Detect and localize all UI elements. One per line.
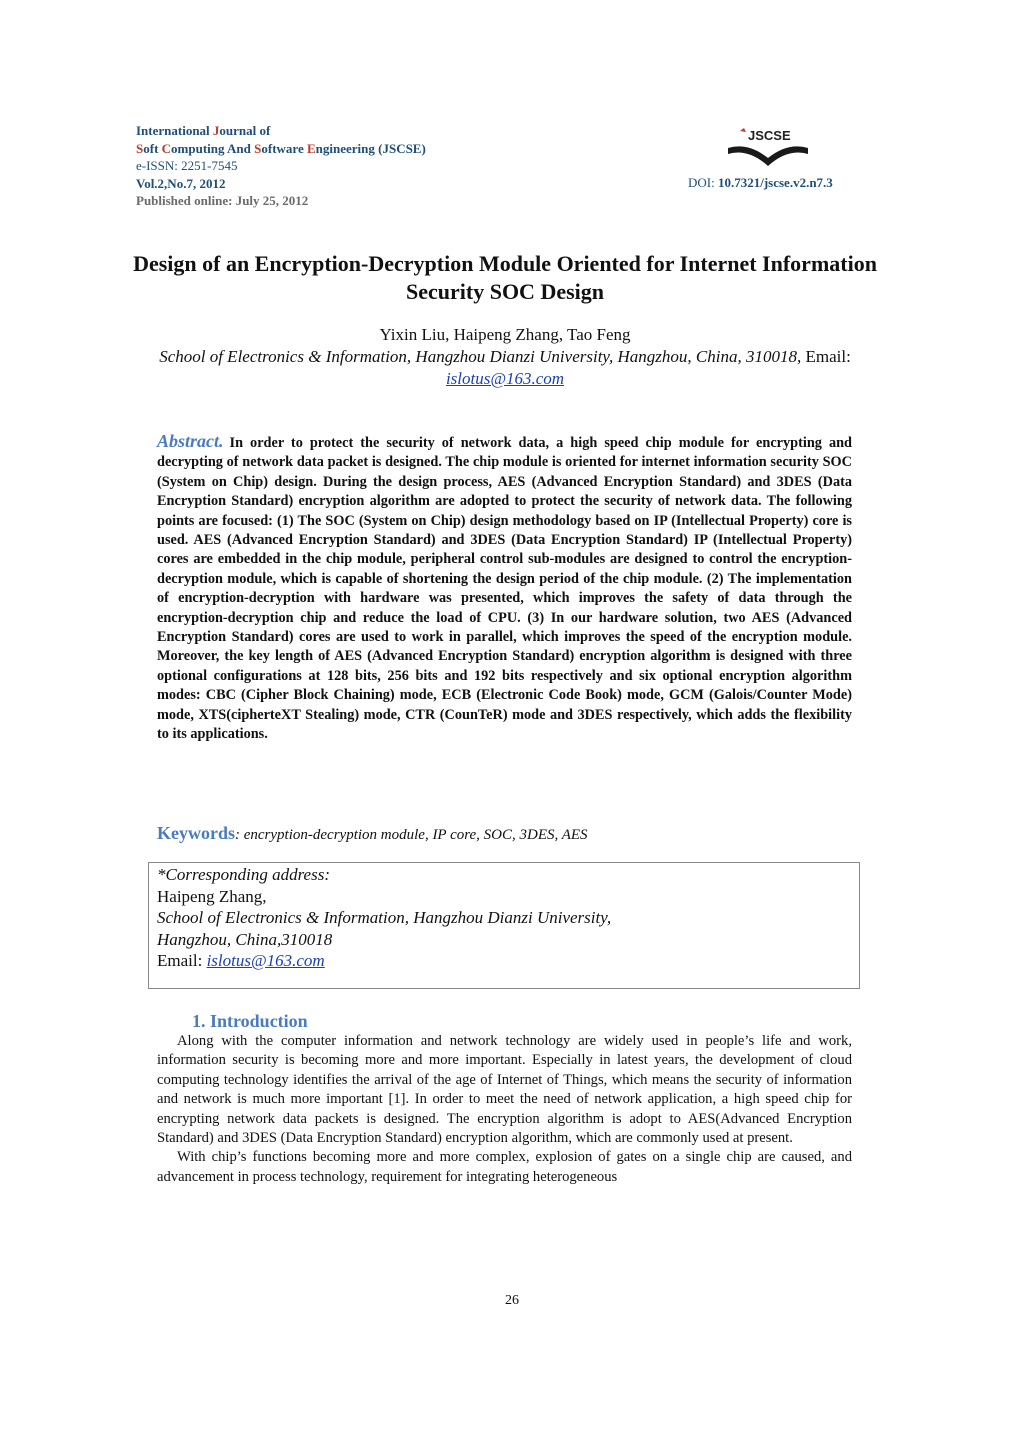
- keywords: [157, 822, 857, 846]
- section-heading-introduction: 1. Introduction: [192, 1011, 308, 1031]
- corresponding-affiliation: School of Electronics & Information, Hangzhou Dianzi University,: [157, 908, 612, 927]
- author-list: Yixin Liu, Haipeng Zhang, Tao Feng: [379, 325, 631, 344]
- page-number: 26: [505, 1293, 519, 1308]
- svg-text:JSCSE: JSCSE: [748, 128, 791, 143]
- published-date: Published online: July 25, 2012: [136, 193, 309, 208]
- paper-title: Design of an Encryption-Decryption Module Oriented for Internet Information Security SOC Design: [133, 251, 877, 304]
- journal-logo-icon: [724, 126, 812, 172]
- corresponding-name: Haipeng Zhang,: [157, 886, 267, 906]
- volume-issue: Vol.2,No.7, 2012: [136, 175, 226, 191]
- corresponding-email-link[interactable]: islotus@163.com: [206, 951, 325, 970]
- paragraph: Along with the computer information and network technology are widely used in people’s life and work, information security is becoming more and more important. Especially in latest years, the development of cloud computing technology identifies the arrival of the age of Internet of Things, which means the security of information and network is much more important [1]. In order to meet the need of network application, a high speed chip for encrypting network data packets is designed. The encryption algorithm is adopt to AES(Advanced Encryption Standard) and 3DES (Data Encryption Standard) encryption algorithm, which are commonly used at present.: [157, 1033, 852, 1147]
- keywords-text: : encryption-decryption module, IP core, SOC, 3DES, AES: [235, 827, 588, 843]
- keywords-label: Keywords: [157, 823, 235, 843]
- issn: e-ISSN: 2251-7545: [136, 158, 238, 173]
- author-affiliation: School of Electronics & Information, Hangzhou Dianzi University, Hangzhou, China, 310018, Email: islotus@163.com: [159, 347, 851, 388]
- corresponding-heading: *Corresponding address:: [157, 865, 330, 884]
- corresponding-email: Email: islotus@163.com: [157, 951, 325, 970]
- author-email-link[interactable]: islotus@163.com: [445, 369, 565, 388]
- introduction-body: [157, 1032, 852, 1187]
- corresponding-address: [157, 864, 847, 972]
- doi: DOI: 10.7321/jscse.v2.n7.3: [688, 175, 833, 190]
- abstract: [157, 432, 852, 745]
- abstract-label: Abstract.: [157, 431, 224, 451]
- journal-name-line1: International Journal of: [136, 123, 271, 138]
- corresponding-city: Hangzhou, China,310018: [157, 929, 333, 949]
- journal-name-line2: Soft Computing And Software Engineering (JSCSE): [136, 140, 426, 156]
- abstract-text: In order to protect the security of network data, a high speed chip module for encrypting and decrypting of network data packet is designed. The chip module is oriented for internet information security SOC (System on Chip) design. During the design process, AES (Advanced Encryption Standard) and 3DES (Data Encryption Standard) encryption algorithm are adopted to protect the security of network data. The following points are focused: (1) The SOC (System on Chip) design methodology based on IP (Intellectual Property) core is used. AES (Advanced Encryption Standard) and 3DES (Data Encryption Standard) IP (Intellectual Property) cores are embedded in the chip module, peripheral control sub-modules are designed to control the encryption-decryption module, which is capable of shortening the design period of the chip module. (2) The implementation of encryption-decryption with hardware was presented, which improves the safety of data through the encryption-decryption chip and reduce the load of CPU. (3) In our hardware solution, two AES (Advanced Encryption Standard) cores are used to work in parallel, which improves the speed of the encryption module. Moreover, the key length of AES (Advanced Encryption Standard) encryption algorithm is designed with three optional configurations at 128 bits, 256 bits and 192 bits respectively and six optional encryption algorithm modes: CBC (Cipher Block Chaining) mode, ECB (Electronic Code Book) mode, GCM (Galois/Counter Mode) mode, XTS(cipherteXT Stealing) mode, CTR (CounTeR) mode and 3DES respectively, which adds the flexibility to its applications.: [157, 435, 852, 743]
- paragraph: With chip’s functions becoming more and more complex, explosion of gates on a single chip are caused, and advancement in process technology, requirement for integrating heterogeneous: [157, 1149, 852, 1185]
